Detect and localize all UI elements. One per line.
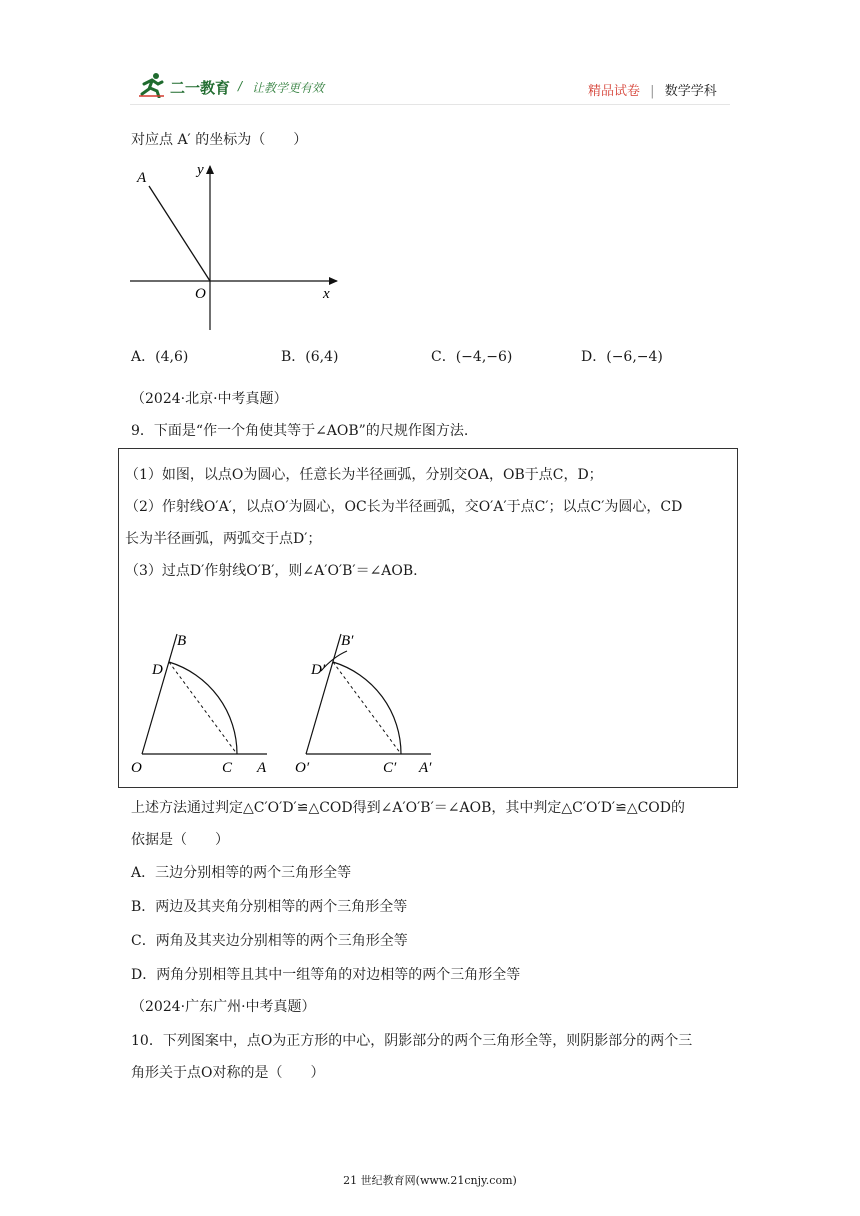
- label-o-prime: O′: [295, 760, 310, 776]
- label-o: O: [131, 760, 142, 776]
- header-logo: [138, 72, 348, 102]
- q8-stem-tail: 对应点 A′ 的坐标为（ ）: [131, 132, 308, 148]
- q9-source: （2024·北京·中考真题）: [131, 391, 288, 407]
- q9-figure-original: [127, 629, 287, 779]
- logo-slash: /: [238, 79, 243, 93]
- label-c-prime: C′: [383, 760, 397, 776]
- label-y: y: [197, 162, 204, 178]
- ray-ob: [142, 634, 177, 754]
- label-a-prime: A′: [419, 760, 432, 776]
- footer-text: 21 世纪教育网(www.21cnjy.com): [343, 1174, 517, 1187]
- q9-construction-box: [118, 448, 738, 788]
- label-b: B: [177, 633, 187, 649]
- segment-oa: [149, 186, 210, 281]
- q8-option-d[interactable]: D．(−6,−4): [581, 349, 663, 365]
- label-x: x: [323, 286, 330, 302]
- q9-step-2-cont: 长为半径画弧，两弧交于点D′；: [125, 531, 322, 547]
- slogan-text: 让教学更有效: [252, 81, 325, 95]
- header-rule: [130, 104, 730, 105]
- label-b-prime: B′: [341, 633, 354, 649]
- q8-coordinate-figure: [125, 158, 355, 333]
- q9-step-3: （3）过点D′作射线O′B′，则∠A′O′B′＝∠AOB.: [125, 563, 418, 579]
- label-a: A: [257, 760, 267, 776]
- label-d: D: [152, 662, 163, 678]
- q8-option-a[interactable]: A．(4,6): [131, 349, 189, 365]
- q8-option-b[interactable]: B．(6,4): [281, 349, 339, 365]
- header-right: [588, 80, 717, 99]
- q9-step-2: （2）作射线O′A′，以点O′为圆心，OC长为半径画弧，交O′A′于点C′；以点C′为圆心，CD: [125, 499, 683, 515]
- label-c: C: [222, 760, 233, 776]
- q8-option-c[interactable]: C．(−4,−6): [431, 349, 513, 365]
- runner-logo-icon: [138, 72, 166, 98]
- label-o: O: [195, 286, 206, 302]
- ray-ob-prime: [306, 634, 341, 754]
- q9-option-c[interactable]: C．两角及其夹边分别相等的两个三角形全等: [131, 933, 408, 949]
- q9-after-1: 上述方法通过判定△C′O′D′≌△COD得到∠A′O′B′＝∠AOB，其中判定△C′O′D′≌△COD的: [131, 800, 686, 816]
- header-separator: |: [650, 84, 655, 99]
- segment-cd-prime: [333, 662, 401, 754]
- segment-cd: [169, 662, 237, 754]
- logo-text: 二一教育: [170, 79, 231, 97]
- q10-source: （2024·广东广州·中考真题）: [131, 999, 316, 1015]
- label-d-prime: D′: [311, 662, 326, 678]
- q9-after-2: 依据是（ ）: [131, 832, 229, 848]
- q10-stem-line1: 10．下列图案中，点O为正方形的中心，阴影部分的两个三角形全等，则阴影部分的两个三: [131, 1033, 693, 1049]
- q9-figure-constructed: [291, 629, 451, 779]
- label-a: A: [137, 170, 147, 186]
- q9-stem: 9．下面是“作一个角使其等于∠AOB”的尺规作图方法.: [131, 423, 469, 439]
- q9-option-a[interactable]: A．三边分别相等的两个三角形全等: [131, 865, 352, 881]
- q9-option-b[interactable]: B．两边及其夹角分别相等的两个三角形全等: [131, 899, 408, 915]
- header-label: 精品试卷: [588, 84, 641, 99]
- q9-option-d[interactable]: D．两角分别相等且其中一组等角的对边相等的两个三角形全等: [131, 967, 521, 983]
- q10-stem-line2: 角形关于点O对称的是（ ）: [131, 1065, 325, 1081]
- header-subject: 数学学科: [664, 84, 717, 99]
- q9-step-1: （1）如图，以点O为圆心，任意长为半径画弧，分别交OA，OB于点C，D；: [125, 467, 603, 483]
